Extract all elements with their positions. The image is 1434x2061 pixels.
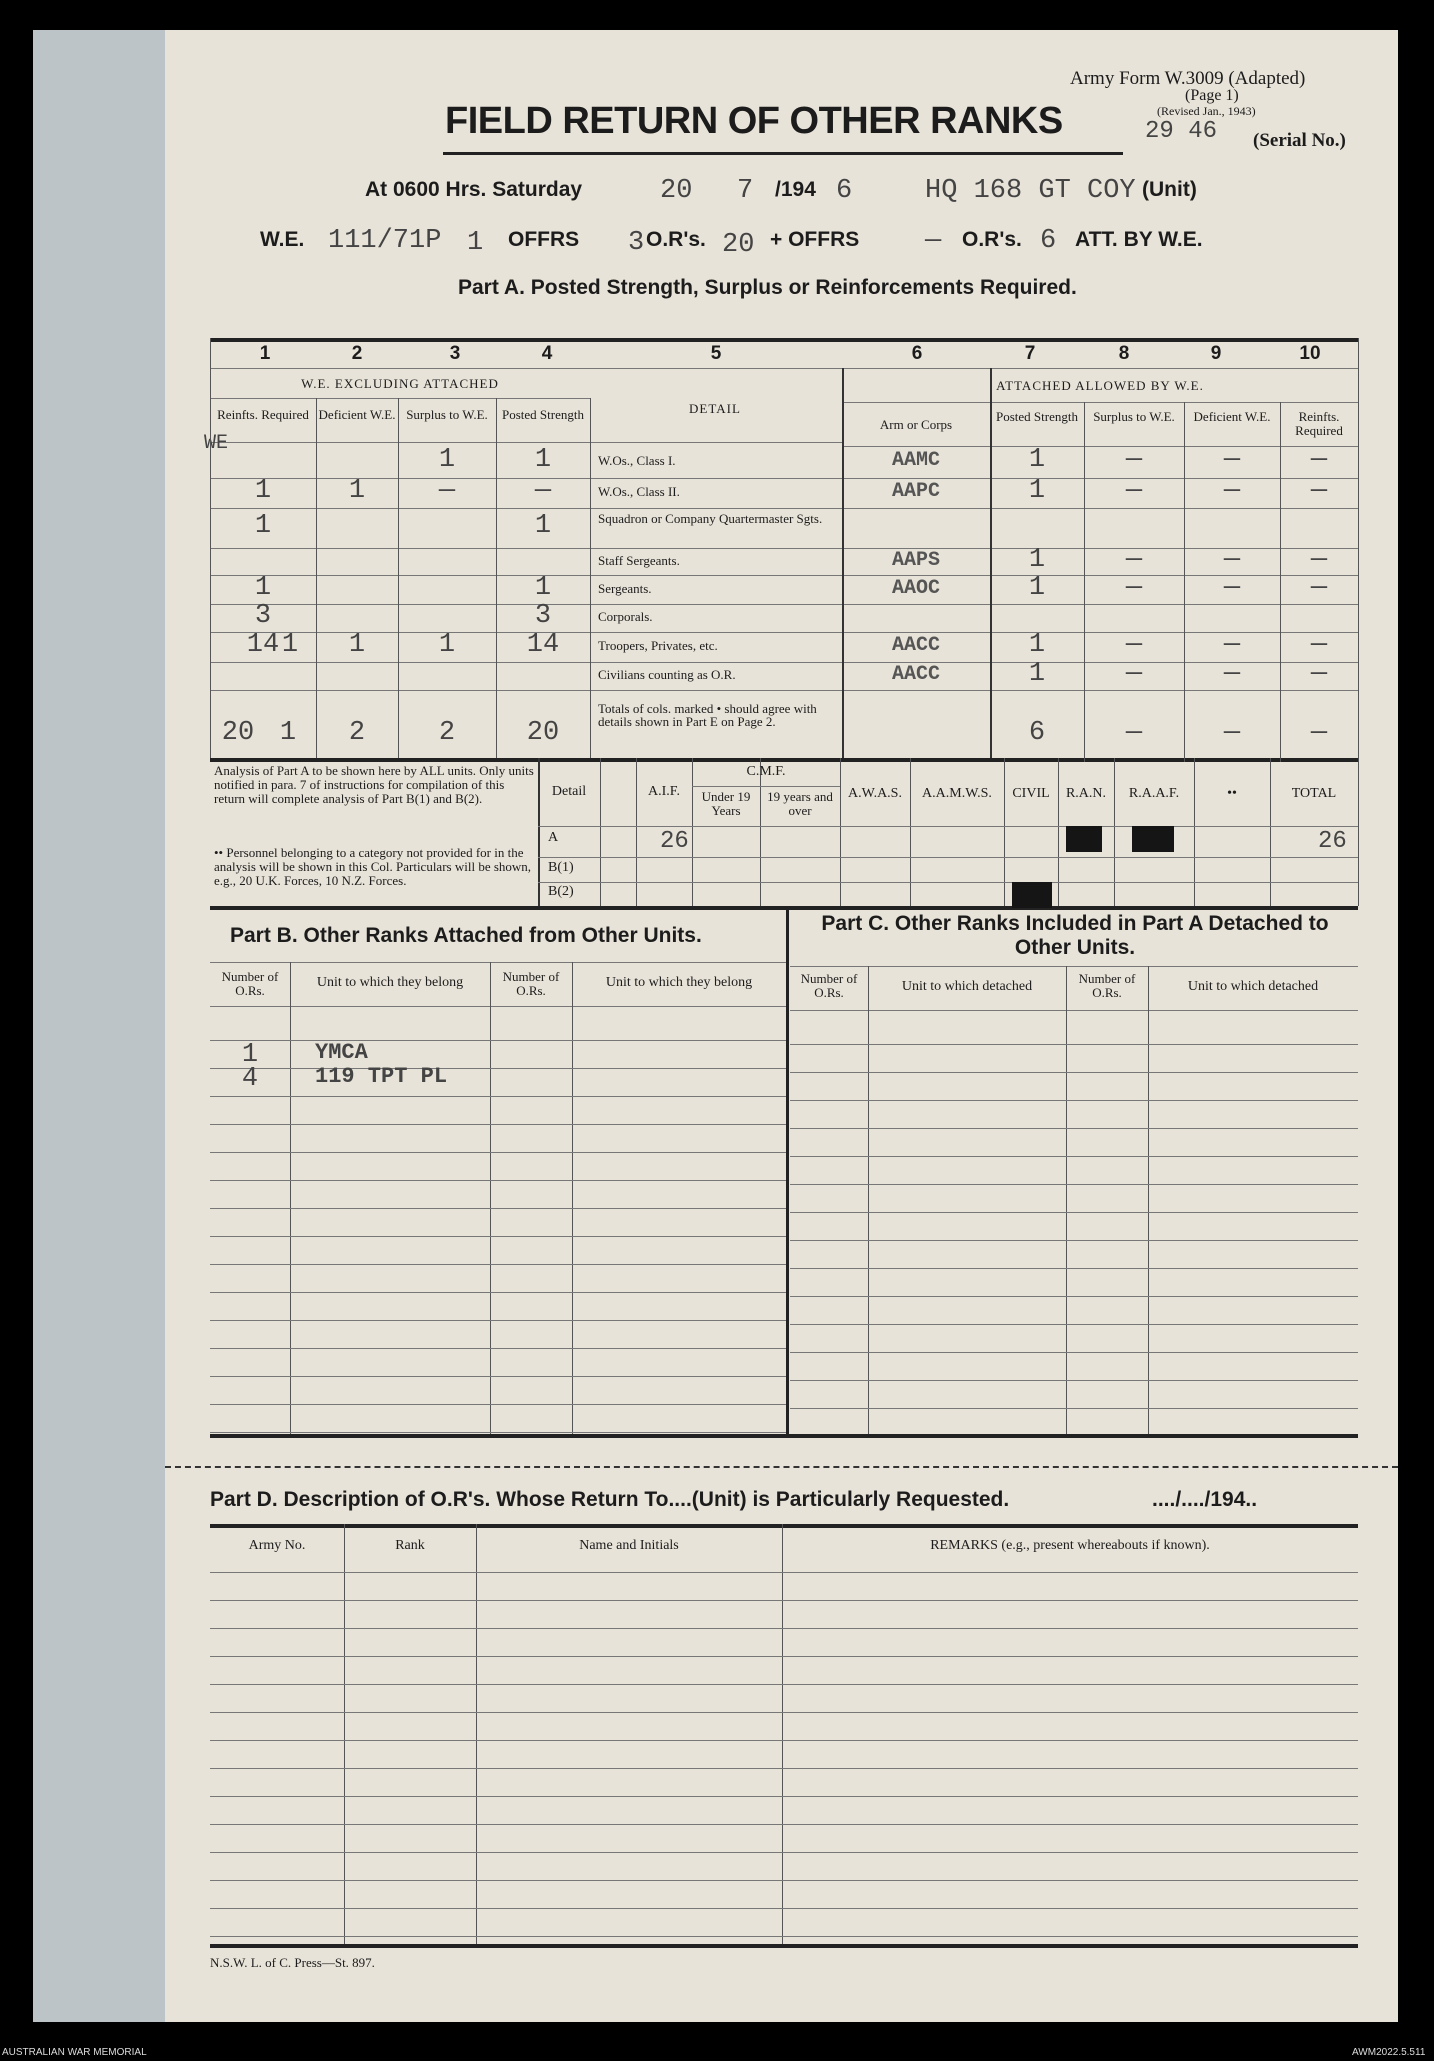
part-b-header: Unit to which they belong: [316, 975, 464, 990]
date-month: 7: [737, 176, 754, 206]
part-d-header: Rank: [395, 1538, 425, 1553]
part-b-unit: YMCA: [315, 1040, 368, 1065]
part-c-header: Unit to which detached: [1187, 979, 1319, 994]
group-left-header: W.E. EXCLUDING ATTACHED: [301, 376, 499, 391]
ors-label: O.R's.: [646, 228, 706, 251]
part-c-header-top: [790, 966, 1358, 967]
date-year-prefix: /194: [775, 178, 816, 201]
analysis-column-line: [1004, 758, 1005, 906]
analysis-row-rule: [538, 857, 1358, 858]
part-c-column-line: [868, 966, 869, 1434]
cell-value: 1: [1028, 445, 1046, 475]
part-b-row-rule: [210, 1124, 786, 1125]
analysis-column-line: [1270, 758, 1271, 906]
total-value: 20: [221, 718, 255, 748]
analysis-header: Detail: [551, 784, 587, 799]
part-c-header: Number of O.Rs.: [1078, 971, 1136, 1000]
cell-value: 1: [281, 630, 299, 660]
part-b-unit: 119 TPT PL: [315, 1064, 448, 1089]
analysis-header: Under 19 Years: [701, 789, 751, 818]
part-d-row-rule: [210, 1768, 1358, 1769]
part-b-header-top: [210, 962, 786, 963]
part-d-row-rule: [210, 1600, 1358, 1601]
cell-value: 1: [1028, 659, 1046, 689]
column-number-rule: [210, 368, 1358, 369]
cell-value: 1: [1028, 544, 1046, 575]
total-value: 2: [348, 718, 366, 748]
cell-value: 14: [246, 630, 280, 660]
analysis-column-line: [910, 758, 911, 906]
cell-value: —: [1125, 544, 1143, 575]
plus-offrs-label: + OFFRS: [770, 228, 860, 251]
part-c-title: Part C. Other Ranks Included in Part A Detached to Other Units.: [821, 912, 1329, 959]
part-b-row-rule: [210, 1180, 786, 1181]
cell-value: —: [1223, 445, 1241, 475]
cell-value: 1: [1028, 476, 1046, 506]
analysis-column-line: [636, 758, 637, 906]
date-day: 20: [660, 176, 693, 206]
analysis-header: R.A.N.: [1065, 786, 1107, 801]
part-c-row-rule: [790, 1156, 1358, 1157]
at-label: At 0600 Hrs. Saturday: [365, 178, 583, 201]
analysis-row-label: B(1): [548, 860, 574, 875]
cell-value: 3: [254, 601, 272, 631]
att-label: ATT. BY W.E.: [1075, 228, 1203, 251]
arm-or-corps: AACC: [891, 663, 940, 686]
cell-value: 1: [254, 572, 272, 603]
form-title: FIELD RETURN OF OTHER RANKS: [445, 100, 1063, 142]
part-a-header: Reinfts. Required: [217, 407, 309, 422]
part-b-number: 4: [241, 1064, 259, 1094]
part-d-top-rule: [210, 1524, 1358, 1528]
column-number: 2: [351, 343, 363, 364]
part-d-row-rule: [210, 1628, 1358, 1629]
cell-value: 1: [254, 511, 272, 541]
part-b-column-line: [290, 962, 291, 1434]
part-d-row-rule: [210, 1712, 1358, 1713]
column-number: 10: [1299, 343, 1321, 364]
cell-value: 1: [534, 511, 552, 541]
cell-value: 1: [348, 630, 366, 660]
part-a-header: DETAIL: [689, 401, 741, 416]
offrs2-value: —: [925, 226, 942, 256]
analysis-bottom-rule: [210, 906, 1358, 910]
analysis-column-line: [1194, 758, 1195, 906]
part-a-header: Posted Strength: [996, 409, 1078, 424]
analysis-header: R.A.A.F.: [1128, 786, 1180, 801]
analysis-note-2: •• Personnel belonging to a category not provided for in the analysis will be shown in this Col. Particulars will be shown, e.g., 20 U.K. Forces, 10 N.Z. Forces.: [214, 845, 532, 888]
cell-value: —: [1125, 572, 1143, 603]
cmf-rule: [692, 786, 840, 787]
row-detail: Sergeants.: [598, 580, 652, 596]
redaction-block: [1012, 882, 1052, 908]
part-c-row-rule: [790, 1240, 1358, 1241]
part-a-header: Reinfts. Required: [1295, 409, 1343, 438]
column-number: 3: [449, 343, 461, 364]
analysis-column-line: [1114, 758, 1115, 906]
part-b-row-rule: [210, 1264, 786, 1265]
serial-value: 29 46: [1145, 118, 1218, 145]
offrs1-value: 1: [467, 228, 484, 258]
cell-value: —: [1223, 572, 1241, 603]
part-b-row-rule: [210, 1152, 786, 1153]
row-detail: Squadron or Company Quartermaster Sgts.: [598, 511, 823, 526]
part-d-title: Part D. Description of O.R's. Whose Return To....(Unit) is Particularly Requested.: [210, 1488, 1010, 1511]
mount-strip: [33, 30, 165, 2022]
cell-value: —: [1223, 476, 1241, 506]
total-value: 1: [279, 718, 297, 748]
cut-line: [165, 1466, 1398, 1468]
analysis-header: C.M.F.: [746, 764, 786, 779]
part-d-date: ..../..../194..: [1152, 1488, 1258, 1511]
totals-bottom-rule: [210, 758, 1358, 762]
archive-label-right: AWM2022.5.511: [1352, 2047, 1426, 2058]
part-a-header: Deficient W.E.: [1193, 409, 1271, 424]
part-a-title: Part A. Posted Strength, Surplus or Reinforcements Required.: [458, 276, 1077, 299]
part-b-number: 1: [241, 1040, 259, 1070]
column-number: 8: [1118, 343, 1130, 364]
column-line: [590, 398, 591, 758]
cell-value: 3: [534, 601, 552, 631]
row-detail: W.Os., Class I.: [598, 453, 676, 468]
we-label: W.E.: [260, 228, 305, 251]
cell-value: 1: [348, 476, 366, 506]
part-c-row-rule: [790, 1380, 1358, 1381]
row-detail: Corporals.: [598, 609, 653, 624]
cell-value: 14: [526, 630, 560, 660]
arm-or-corps: AAPS: [891, 548, 940, 572]
row-rule: [210, 604, 1358, 605]
analysis-column-line: [760, 758, 761, 906]
total-value: 20: [526, 718, 560, 748]
total-value: —: [1125, 718, 1143, 748]
analysis-header: ••: [1227, 786, 1237, 801]
we-mark: WE: [204, 432, 229, 455]
unit-label: (Unit): [1142, 178, 1197, 201]
cell-value: —: [1125, 630, 1143, 660]
totals-detail: Totals of cols. marked • should agree with details shown in Part E on Page 2.: [598, 701, 817, 729]
cell-value: —: [1310, 445, 1328, 475]
group-left-rule: [210, 398, 590, 399]
part-b-row-rule: [210, 1068, 786, 1069]
part-c-row-rule: [790, 1044, 1358, 1045]
part-b-row-rule: [210, 1432, 786, 1433]
table-edge: [210, 338, 211, 758]
part-b-header-bottom: [210, 1006, 786, 1007]
row-detail: Troopers, Privates, etc.: [598, 638, 718, 653]
cell-value: —: [1310, 572, 1328, 603]
cell-value: —: [1310, 544, 1328, 575]
analysis-column-line: [1358, 758, 1359, 906]
arm-or-corps: AACC: [891, 634, 940, 657]
column-line: [316, 398, 317, 758]
analysis-row-label: B(2): [548, 884, 574, 899]
part-b-row-rule: [210, 1320, 786, 1321]
analysis-header-rule: [538, 826, 1358, 827]
cell-value: 1: [438, 630, 456, 660]
part-d-column-line: [476, 1524, 477, 1944]
part-c-row-rule: [790, 1352, 1358, 1353]
table-edge: [1358, 338, 1359, 758]
or1-value: 3: [628, 228, 645, 258]
aif-value: 26: [660, 828, 689, 855]
total-value: 2: [438, 718, 456, 748]
part-d-column-line: [782, 1524, 783, 1944]
part-a-header: Surplus to W.E.: [1093, 409, 1175, 424]
part-d-header: Name and Initials: [579, 1538, 679, 1553]
cell-value: —: [1125, 659, 1143, 689]
revised-note: (Revised Jan., 1943): [1157, 104, 1256, 118]
analysis-row-rule: [538, 882, 1358, 883]
analysis-header: A.W.A.S.: [848, 786, 902, 801]
cell-value: 1: [254, 476, 272, 506]
part-b-row-rule: [210, 1096, 786, 1097]
part-a-header: Deficient W.E.: [318, 407, 396, 422]
column-number: 7: [1024, 343, 1036, 364]
part-b-column-line: [490, 962, 491, 1434]
part-b-row-rule: [210, 1348, 786, 1349]
column-number: 9: [1210, 343, 1222, 364]
title-underline: [443, 152, 1123, 155]
analysis-column-line: [692, 758, 693, 906]
cell-value: 1: [534, 572, 552, 603]
column-number: 5: [710, 343, 722, 364]
part-d-row-rule: [210, 1908, 1358, 1909]
or2-value: 6: [1040, 226, 1057, 256]
part-c-row-rule: [790, 1100, 1358, 1101]
part-d-row-rule: [210, 1684, 1358, 1685]
archive-label-left: AUSTRALIAN WAR MEMORIAL: [2, 2047, 147, 2058]
page-number: (Page 1): [1185, 87, 1239, 104]
part-d-column-line: [344, 1524, 345, 1944]
part-d-row-rule: [210, 1740, 1358, 1741]
part-c-header: Unit to which detached: [901, 979, 1033, 994]
part-b-column-line: [572, 962, 573, 1434]
analysis-header: A.A.M.W.S.: [922, 786, 992, 801]
part-c-row-rule: [790, 1072, 1358, 1073]
part-bc-bottom-rule: [210, 1434, 1358, 1438]
part-c-column-line: [1066, 966, 1067, 1434]
cell-value: —: [1223, 630, 1241, 660]
unit-value: HQ 168 GT COY: [925, 176, 1136, 206]
redaction-block: [1132, 826, 1174, 852]
part-d-bottom-rule: [210, 1944, 1358, 1948]
serial-label: (Serial No.): [1253, 130, 1346, 151]
part-d-header: REMARKS (e.g., present whereabouts if known).: [930, 1538, 1210, 1553]
part-a-header: Arm or Corps: [879, 417, 953, 432]
part-c-row-rule: [790, 1184, 1358, 1185]
analysis-column-line: [840, 758, 841, 906]
cell-value: 1: [1028, 572, 1046, 603]
analysis-row-label: A: [548, 830, 559, 845]
cell-value: —: [1223, 659, 1241, 689]
analysis-column-line: [600, 758, 601, 906]
cell-value: —: [1310, 659, 1328, 689]
cell-value: —: [438, 476, 456, 506]
column-number: 6: [911, 343, 923, 364]
part-b-row-rule: [210, 1292, 786, 1293]
arm-or-corps: AAPC: [891, 480, 940, 503]
arm-or-corps: AAMC: [891, 449, 940, 472]
column-number: 1: [259, 343, 271, 364]
printer-note: N.S.W. L. of C. Press—St. 897.: [210, 1955, 375, 1970]
row-rule: [210, 690, 1358, 691]
total-value: 26: [1318, 828, 1347, 855]
row-detail: Staff Sergeants.: [598, 552, 680, 568]
total-value: 6: [1028, 718, 1046, 748]
cell-value: 1: [438, 445, 456, 475]
analysis-column-line: [538, 758, 540, 906]
cell-value: —: [1310, 476, 1328, 506]
offrs-label: OFFRS: [508, 228, 580, 251]
part-c-column-line: [1148, 966, 1149, 1434]
part-d-row-rule: [210, 1880, 1358, 1881]
part-b-row-rule: [210, 1376, 786, 1377]
part-d-row-rule: [210, 1656, 1358, 1657]
part-b-row-rule: [210, 1208, 786, 1209]
analysis-header: 19 years and over: [767, 789, 833, 818]
analysis-note: Analysis of Part A to be shown here by ALL units. Only units notified in para. 7 of instructions for compilation of this return will complete analysis of Part B(1) and B(2).: [214, 763, 534, 806]
cell-value: —: [1223, 544, 1241, 575]
cell-value: —: [1125, 476, 1143, 506]
group-right-header: ATTACHED ALLOWED BY W.E.: [996, 378, 1204, 393]
part-d-row-rule: [210, 1852, 1358, 1853]
part-b-header: Number of O.Rs.: [221, 969, 279, 998]
cell-value: —: [534, 476, 552, 506]
part-b-title: Part B. Other Ranks Attached from Other Units.: [230, 924, 702, 947]
part-bc-divider: [786, 906, 789, 1434]
or1b-value: 20: [722, 230, 755, 260]
part-c-row-rule: [790, 1212, 1358, 1213]
header-bottom-rule: [590, 442, 842, 443]
column-number: 4: [541, 343, 553, 364]
header-bottom-rule: [210, 442, 590, 443]
total-value: —: [1223, 718, 1241, 748]
part-d-row-rule: [210, 1936, 1358, 1937]
analysis-header: TOTAL: [1291, 786, 1337, 801]
cell-value: —: [1310, 630, 1328, 660]
part-d-header: Army No.: [248, 1538, 306, 1553]
part-d-row-rule: [210, 1796, 1358, 1797]
part-a-top-border: [210, 338, 1358, 342]
part-b-row-rule: [210, 1404, 786, 1405]
analysis-header: CIVIL: [1012, 786, 1050, 801]
part-a-header: Posted Strength: [502, 407, 584, 422]
row-detail: W.Os., Class II.: [598, 484, 680, 499]
ors2-label: O.R's.: [962, 228, 1022, 251]
part-b-row-rule: [210, 1236, 786, 1237]
part-c-row-rule: [790, 1128, 1358, 1129]
analysis-column-line: [1058, 758, 1059, 906]
part-b-row-rule: [210, 1040, 786, 1041]
date-year-suffix: 6: [836, 176, 853, 206]
total-value: —: [1310, 718, 1328, 748]
analysis-header: A.I.F.: [648, 784, 680, 799]
cell-value: 1: [534, 445, 552, 475]
part-b-header: Number of O.Rs.: [502, 969, 560, 998]
part-b-header: Unit to which they belong: [605, 975, 753, 990]
part-a-header: Surplus to W.E.: [406, 407, 488, 422]
redaction-block: [1066, 826, 1102, 852]
form-number: Army Form W.3009 (Adapted): [1070, 68, 1306, 89]
we-value: 111/71P: [328, 226, 442, 256]
part-c-row-rule: [790, 1268, 1358, 1269]
part-c-header-bottom: [790, 1010, 1358, 1011]
arm-or-corps: AAOC: [891, 576, 940, 600]
part-c-header: Number of O.Rs.: [800, 971, 858, 1000]
cell-value: 1: [1028, 630, 1046, 660]
part-c-row-rule: [790, 1408, 1358, 1409]
part-c-row-rule: [790, 1296, 1358, 1297]
row-rule: [210, 508, 1358, 509]
row-detail: Civilians counting as O.R.: [598, 667, 736, 682]
cell-value: —: [1125, 445, 1143, 475]
part-c-row-rule: [790, 1324, 1358, 1325]
part-d-row-rule: [210, 1824, 1358, 1825]
part-d-header-rule: [210, 1572, 1358, 1573]
